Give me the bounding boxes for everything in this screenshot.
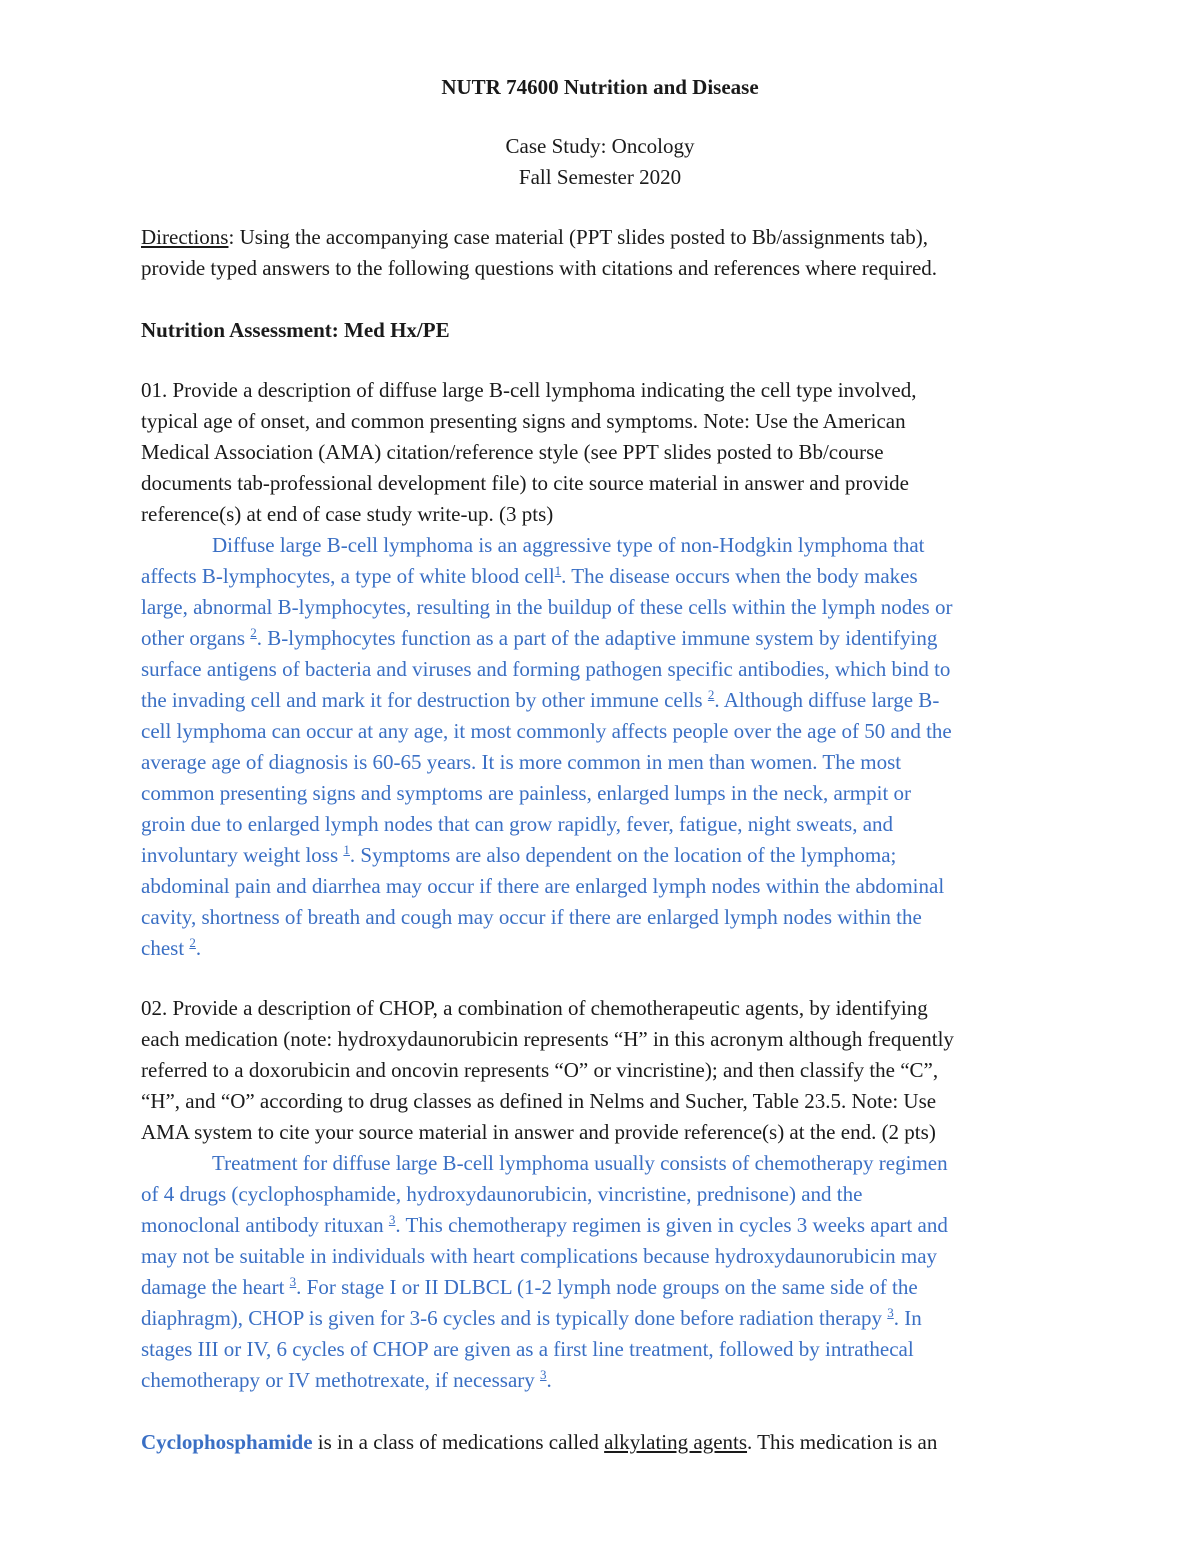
a2-line: stages III or IV, 6 cycles of CHOP are given as a first line treatment, followed by intrathecal [141,1337,914,1361]
a2-line: may not be suitable in individuals with heart complications because hydroxydaunorubicin may [141,1244,938,1268]
directions-text-1: : Using the accompanying case material (PPT slides posted to Bb/assignments tab), [228,225,928,249]
citation-3: 3 [887,1305,894,1320]
a1-text: involuntary weight loss [141,843,344,867]
q2-line: “H”, and “O” according to drug classes as defined in Nelms and Sucher, Table 23.5. Note: Use [141,1089,937,1113]
drug-class-link: alkylating agents [604,1430,748,1454]
a1-line: groin due to enlarged lymph nodes that can grow rapidly, fever, fatigue, night sweats, and [141,812,894,836]
q2-line: each medication (note: hydroxydaunorubicin represents “H” in this acronym although frequently [141,1027,954,1051]
a2-text: . This chemotherapy regimen is given in cycles 3 weeks apart and [395,1213,948,1237]
a1-line: average age of diagnosis is 60-65 years. It is more common in men than women. The most [141,750,902,774]
section-heading: Nutrition Assessment: Med Hx/PE [141,318,450,342]
citation-1: 1 [554,563,562,578]
citation-2: 2 [189,935,196,950]
a1-line [141,625,937,651]
a1-line: abdominal pain and diarrhea may occur if there are enlarged lymph nodes within the abdominal [141,874,945,898]
a1-text: . [195,936,202,960]
a2-text: monoclonal antibody rituxan [141,1213,389,1237]
a1-line [141,935,201,961]
a1-line [141,687,939,713]
citation-3: 3 [540,1367,547,1382]
q1-line: reference(s) at end of case study write-up. (3 pts) [141,502,554,526]
directions-label: Directions [141,225,229,249]
a2-text: damage the heart [141,1275,290,1299]
a1-line: Diffuse large B-cell lymphoma is an aggressive type of non-Hodgkin lymphoma that [212,533,925,557]
citation-2: 2 [250,625,257,640]
a2-text: . In [893,1306,922,1330]
q1-line: typical age of onset, and common presenting signs and symptoms. Note: Use the American [141,409,906,433]
directions-line-2: provide typed answers to the following questions with citations and references where required. [141,256,938,280]
citation-3: 3 [289,1274,297,1289]
drug-name-cyclophosphamide: Cyclophosphamide [141,1430,313,1454]
a1-text: affects B-lymphocytes, a type of white blood cell [141,564,555,588]
course-title: NUTR 74600 Nutrition and Disease [441,75,759,99]
a1-text: . Although diffuse large B- [714,688,940,712]
directions-line-1 [141,224,928,250]
a2-line [141,1367,552,1393]
citation-3: 3 [388,1212,396,1227]
citation-1: 1 [343,842,350,857]
citation-2: 2 [707,687,715,702]
a2-line [141,1212,948,1238]
semester-label: Fall Semester 2020 [518,165,682,189]
a2-line [141,1305,922,1331]
a1-text: other organs [141,626,251,650]
q2-line: referred to a doxorubicin and oncovin represents “O” or vincristine); and then classify the “C”, [141,1058,939,1082]
cyclophosphamide-paragraph [141,1429,937,1455]
cyclo-text: is in a class of medications called [312,1430,605,1454]
a2-text: chemotherapy or IV methotrexate, if necessary [141,1368,541,1392]
a1-line: cavity, shortness of breath and cough may occur if there are enlarged lymph nodes within the [141,905,922,929]
a1-text: . B-lymphocytes function as a part of the adaptive immune system by identifying [256,626,938,650]
cyclo-text: . This medication is an [747,1430,938,1454]
a1-line: cell lymphoma can occur at any age, it most commonly affects people over the age of 50 and the [141,719,952,743]
a2-line [141,1274,918,1300]
a2-line: Treatment for diffuse large B-cell lymphoma usually consists of chemotherapy regimen [212,1151,948,1175]
a1-text: . The disease occurs when the body makes [561,564,918,588]
case-study-title: Case Study: Oncology [505,134,695,158]
a1-text: the invading cell and mark it for destruction by other immune cells [141,688,708,712]
a2-text: . [546,1368,552,1392]
a1-text: . Symptoms are also dependent on the location of the lymphoma; [349,843,897,867]
q1-line: 01. Provide a description of diffuse large B-cell lymphoma indicating the cell type involved, [141,378,917,402]
a2-line: of 4 drugs (cyclophosphamide, hydroxydaunorubicin, vincristine, prednisone) and the [141,1182,863,1206]
q1-line: documents tab-professional development file) to cite source material in answer and provide [141,471,909,495]
a1-line [141,842,896,868]
a1-line: large, abnormal B-lymphocytes, resulting in the buildup of these cells within the lymph nodes or [141,595,953,619]
a1-line: surface antigens of bacteria and viruses and forming pathogen specific antibodies, which bind to [141,657,951,681]
a2-text: . For stage I or II DLBCL (1-2 lymph node groups on the same side of the [296,1275,918,1299]
a2-text: diaphragm), CHOP is given for 3-6 cycles and is typically done before radiation therapy [141,1306,888,1330]
a1-line: common presenting signs and symptoms are painless, enlarged lumps in the neck, armpit or [141,781,912,805]
q2-line: AMA system to cite your source material in answer and provide reference(s) at the end. (2 pts) [141,1120,936,1144]
q1-line: Medical Association (AMA) citation/reference style (see PPT slides posted to Bb/course [141,440,884,464]
a1-line [141,563,918,589]
q2-line: 02. Provide a description of CHOP, a combination of chemotherapeutic agents, by identifying [141,996,928,1020]
a1-text: chest [141,936,190,960]
